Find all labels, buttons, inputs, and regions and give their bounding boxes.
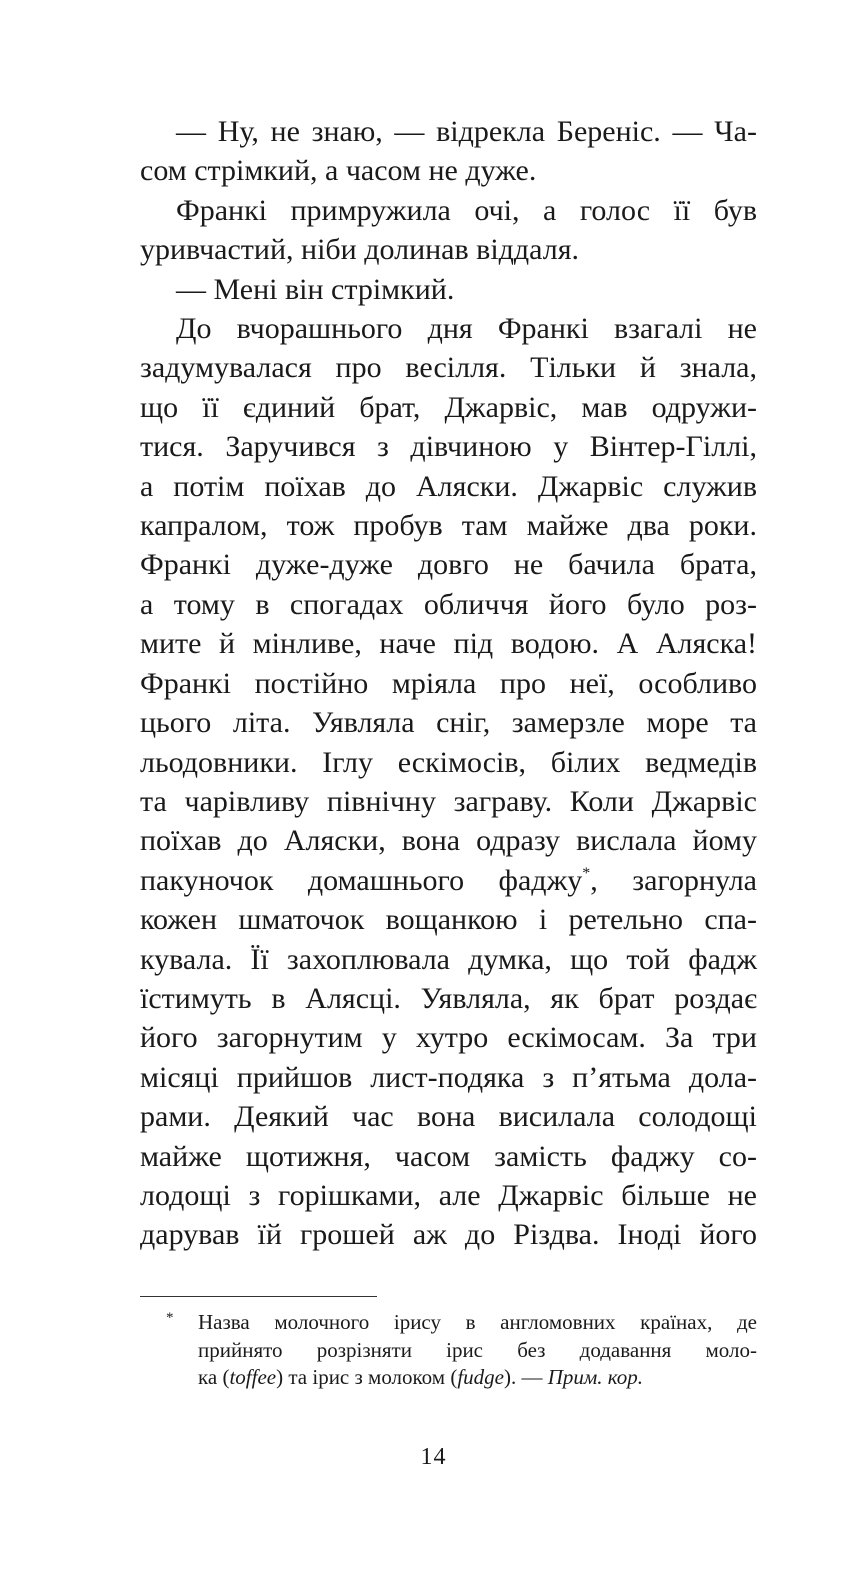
main-text [140, 112, 757, 1255]
text-line: До вчорашнього дня Франкі взагалі не [176, 312, 757, 346]
footnote-separator [140, 1296, 377, 1297]
footnote-italic-text: fudge [457, 1365, 504, 1389]
text-line: — Мені він стрімкий. [176, 272, 455, 306]
text-line: Франкі постійно мріяла про неї, особливо [140, 666, 757, 700]
page-number: 14 [420, 1444, 447, 1470]
text-line: кувала. Її захоплювала думка, що той фадж [140, 942, 757, 976]
text-after-footnote-ref: , загорнула [590, 863, 757, 897]
text-line: мите й мінливе, наче під водою. А Аляска! [140, 627, 757, 661]
footnote-ref-marker: * [582, 864, 591, 882]
text-line: тися. Заручився з дівчиною у Вінтер-Гіллі, [140, 430, 757, 464]
paragraph-1 [140, 112, 757, 191]
text-line-with-footnote [140, 861, 757, 900]
text-line: дарував їй грошей аж до Різдва. Іноді його [140, 1218, 757, 1252]
text-line: задумувалася про весілля. Тільки й знала, [140, 351, 757, 385]
text-line: місяці прийшов лист-подяка з п’ятьма дола- [140, 1060, 757, 1094]
text-line: поїхав до Аляски, вона одразу вислала йому [140, 824, 757, 858]
footnote-line: Назва молочного ірису в англомовних країнах, де [198, 1310, 757, 1334]
text-line: уривчастий, ніби долинав віддаля. [140, 233, 580, 267]
footnote [140, 1309, 757, 1392]
text-line: сом стрімкий, а часом не дуже. [140, 154, 537, 188]
footnote-text: ) та ірис з молоком ( [276, 1365, 458, 1389]
footnote-marker: * [166, 1310, 174, 1326]
footnote-italic-text: toffee [229, 1365, 277, 1389]
text-line: а тому в спогадах обличчя його було роз- [140, 587, 757, 621]
text-line: майже щотижня, часом замість фаджу со- [140, 1139, 757, 1173]
text-line: кожен шматочок вощанкою і ретельно спа- [140, 903, 757, 937]
text-line: Франкі примружила очі, а голос її був [176, 193, 757, 227]
text-line: Франкі дуже-дуже довго не бачила брата, [140, 548, 757, 582]
text-line: льодовники. Іглу ескімосів, білих ведмедів [140, 745, 757, 779]
paragraph-3 [140, 270, 757, 309]
footnote-body [198, 1309, 757, 1392]
text-line: лодощі з горішками, але Джарвіс більше не [140, 1178, 757, 1212]
text-line: цього літа. Уявляла сніг, замерзле море та [140, 706, 757, 740]
text-line: — Ну, не знаю, — відрекла Береніс. — Ча- [176, 115, 757, 148]
text-line: а потім поїхав до Аляски. Джарвіс служив [140, 469, 757, 503]
text-line: їстимуть в Алясці. Уявляла, як брат роздає [140, 981, 757, 1015]
text-line: що її єдиний брат, Джарвіс, мав одружи- [140, 390, 757, 424]
paragraph-4 [140, 309, 757, 1255]
footnote-text: ). — [503, 1365, 548, 1389]
text-line: та чарівливу північну заграву. Коли Джарвіс [140, 784, 757, 818]
paragraph-2 [140, 191, 757, 270]
footnote-text: ка ( [198, 1365, 230, 1389]
text-line: його загорнутим у хутро ескімосам. За три [140, 1021, 757, 1055]
text-before-footnote-ref: пакуночок домашнього фаджу [140, 863, 583, 897]
text-line: капралом, тож пробув там майже два роки. [140, 509, 757, 543]
footnote-line-3 [198, 1364, 757, 1392]
footnote-line: прийнято розрізняти ірис без додавання моло- [198, 1337, 757, 1362]
footnote-italic-text: Прим. кор. [547, 1365, 644, 1389]
text-line: рами. Деякий час вона висилала солодощі [140, 1100, 757, 1134]
